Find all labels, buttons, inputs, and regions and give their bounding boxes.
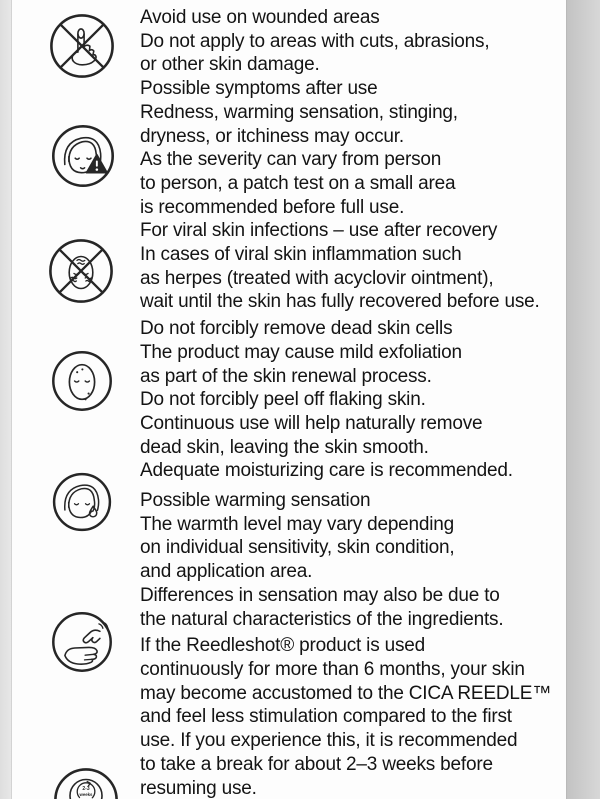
text-line: or other skin damage. (140, 54, 320, 76)
text-line: dryness, or itchiness may occur. (140, 125, 404, 147)
text-line: to person, a patch test on a small area (140, 172, 456, 194)
text-line: Avoid use on wounded areas (140, 7, 380, 28)
text-line: Possible warming sensation (140, 490, 371, 512)
section-dead-skin-text (140, 317, 585, 483)
section-wounded-areas-text (140, 6, 585, 77)
text-line: Redness, warming sensation, stinging, (140, 101, 458, 123)
text-line: Differences in sensation may also be due to (140, 584, 500, 606)
text-line: Do not forcibly remove dead skin cells (140, 318, 453, 340)
break-cycle-label-bottom: weeks (79, 791, 93, 797)
exfoliating-face-icon (50, 349, 114, 413)
text-line: dead skin, leaving the skin smooth. (140, 436, 429, 458)
text-line: Do not apply to areas with cuts, abrasions, (140, 30, 490, 52)
face-caution-icon (50, 123, 116, 189)
section-viral-infections-text (140, 219, 585, 314)
break-cycle-icon (52, 766, 120, 799)
left-edge-shadow (0, 0, 12, 799)
text-line: on individual sensitivity, skin condition, (140, 537, 455, 559)
section-continuous-use-text (140, 634, 585, 799)
text-line: The product may cause mild exfoliation (140, 341, 462, 363)
text-line: For viral skin infections – use after recovery (140, 220, 498, 242)
text-line: Possible symptoms after use (140, 78, 378, 100)
text-line: The warmth level may vary depending (140, 513, 455, 535)
no-scratching-icon (48, 12, 116, 80)
text-line: continuously for more than 6 months, your skin (140, 658, 525, 680)
text-line: may become accustomed to the CICA REEDLE™ (140, 682, 552, 704)
text-line: is recommended before full use. (140, 196, 405, 218)
section-warming-sensation-text (140, 489, 585, 631)
text-line: wait until the skin has fully recovered before use. (140, 291, 540, 313)
text-line: In cases of viral skin inflammation such (140, 244, 462, 266)
text-line: resuming use. (140, 777, 257, 799)
warming-face-icon (51, 471, 113, 533)
text-line: as part of the skin renewal process. (140, 365, 432, 387)
break-cycle-label-top: 2-3 (82, 786, 90, 792)
section-possible-symptoms-text (140, 77, 585, 219)
text-line: the natural characteristics of the ingredients. (140, 608, 504, 630)
patch-test-hands-icon (50, 610, 114, 674)
text-line: and feel less stimulation compared to the first (140, 706, 512, 728)
text-line: as herpes (treated with acyclovir ointment), (140, 267, 494, 289)
text-line: Adequate moisturizing care is recommended. (140, 460, 513, 482)
no-viral-infection-icon (47, 237, 115, 305)
text-line: Do not forcibly peel off flaking skin. (140, 389, 426, 411)
text-line: Continuous use will help naturally remove (140, 412, 483, 434)
text-line: to take a break for about 2–3 weeks before (140, 753, 493, 775)
caution-text-column (140, 0, 585, 799)
text-line: use. If you experience this, it is recommended (140, 730, 518, 752)
text-line: and application area. (140, 561, 313, 583)
text-line: If the Reedleshot® product is used (140, 635, 425, 657)
text-line: As the severity can vary from person (140, 149, 442, 171)
